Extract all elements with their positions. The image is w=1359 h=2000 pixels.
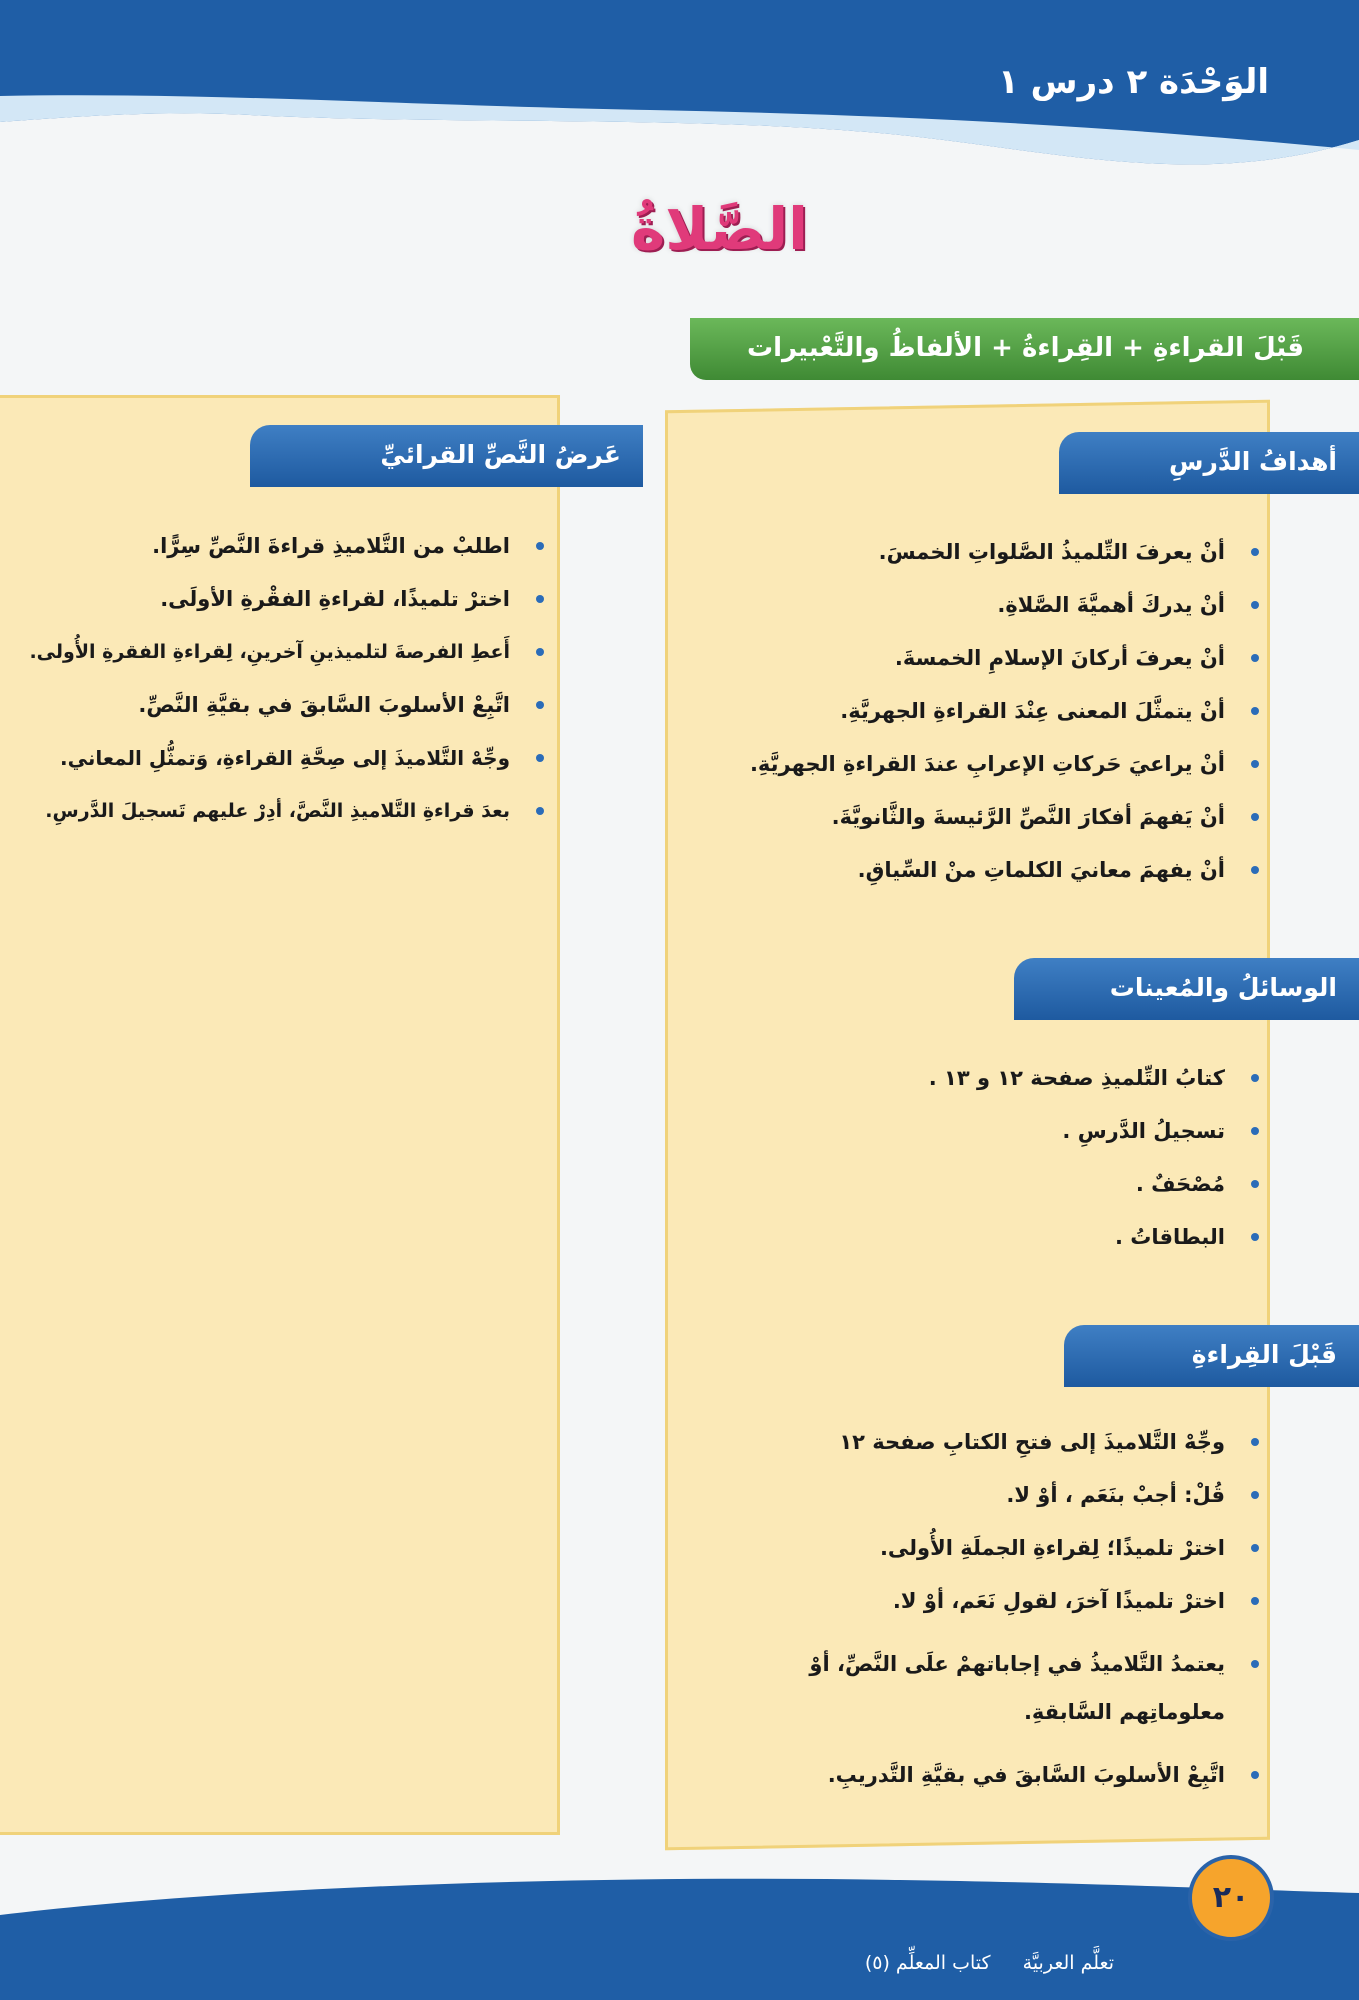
list-item: أَعطِ الفرصةَ لتلميذينِ آخرينِ، لِقراءةِ الفقرةِ الأُولى. <box>4 638 544 666</box>
bullet-icon <box>1251 707 1259 715</box>
bullet-icon <box>1251 1233 1259 1241</box>
aids-list <box>699 1064 1259 1276</box>
list-item: أنْ يَفهمَ أفكارَ النَّصِّ الرَّئيسةَ والثَّانويَّةَ. <box>699 803 1259 831</box>
bullet-icon <box>1251 654 1259 662</box>
bullet-icon <box>1251 1597 1259 1605</box>
objectives-heading: أهدافُ الدَّرسِ <box>1059 432 1359 494</box>
before-reading-list <box>699 1428 1259 1814</box>
lesson-title: الصَّلاةُ <box>630 195 809 263</box>
bullet-icon <box>536 542 544 550</box>
list-item: اخترْ تلميذًا؛ لِقراءةِ الجملَةِ الأُولى. <box>699 1534 1259 1562</box>
list-item: اطلبْ من التَّلاميذِ قراءةَ النَّصِّ سِرًّا. <box>4 532 544 560</box>
bullet-icon <box>536 754 544 762</box>
bullet-icon <box>1251 548 1259 556</box>
list-item: اخترْ تلميذًا آخرَ، لقولِ نَعَم، أوْ لا. <box>699 1587 1259 1615</box>
bullet-icon <box>1251 1544 1259 1552</box>
book-part: كتاب المعلِّم (٥) <box>864 1952 991 1974</box>
list-item: قُلْ: أجبْ بنَعَم ، أوْ لا. <box>699 1481 1259 1509</box>
bullet-icon <box>536 648 544 656</box>
book-name: تعلَّم العربيَّة <box>1022 1952 1114 1974</box>
page-number: ٢٠ <box>1188 1855 1274 1941</box>
bullet-icon <box>536 701 544 709</box>
list-item: وجِّهْ التَّلاميذَ إلى فتحِ الكتابِ صفحة ١٢ <box>699 1428 1259 1456</box>
footer-band <box>0 1845 1359 2000</box>
unit-lesson-label: الوَحْدَة ٢ درس ١ <box>998 62 1269 102</box>
list-item: أنْ يدركَ أهميَّةَ الصَّلاةِ. <box>699 591 1259 619</box>
list-item: بعدَ قراءةِ التَّلاميذِ النَّصَّ، أدِرْ عليهم تَسجيلَ الدَّرسِ. <box>4 797 544 825</box>
bullet-icon <box>1251 1438 1259 1446</box>
bullet-icon <box>1251 1074 1259 1082</box>
text-presentation-heading: عَرضُ النَّصِّ القرائيِّ <box>250 425 643 487</box>
list-item: اخترْ تلميذًا، لقراءةِ الفقْرةِ الأولَى. <box>4 585 544 613</box>
bullet-icon <box>1251 1180 1259 1188</box>
footer-book-info <box>839 1952 1114 1974</box>
bullet-icon <box>1251 1127 1259 1135</box>
bullet-icon <box>1251 1491 1259 1499</box>
list-item: تسجيلُ الدَّرسِ . <box>699 1117 1259 1145</box>
list-item: أنْ يفهمَ معانيَ الكلماتِ منْ السِّياقِ. <box>699 856 1259 884</box>
bullet-icon <box>1251 813 1259 821</box>
objectives-list <box>699 538 1259 909</box>
list-item: مُصْحَفٌ . <box>699 1170 1259 1198</box>
bullet-icon <box>1251 866 1259 874</box>
list-item: اتَّبِعْ الأسلوبَ السَّابقَ في بقيَّةِ النَّصِّ. <box>4 691 544 719</box>
lesson-stage-banner: قَبْلَ القراءةِ + القِراءةُ + الألفاظُ والتَّعْبيرات <box>690 318 1359 380</box>
list-item: أنْ يتمثَّلَ المعنى عِنْدَ القراءةِ الجهريَّةِ. <box>699 697 1259 725</box>
list-item: أنْ يعرفَ التِّلميذُ الصَّلواتِ الخمسَ. <box>699 538 1259 566</box>
list-item: يعتمدُ التَّلاميذُ في إجاباتهمْ علَى النَّصِّ، أوْ معلوماتِهم السَّابقةِ. <box>699 1640 1259 1736</box>
list-item: أنْ يراعيَ حَركاتِ الإعرابِ عندَ القراءةِ الجهريَّةِ. <box>699 750 1259 778</box>
bullet-icon <box>1251 760 1259 768</box>
bullet-icon <box>1251 601 1259 609</box>
text-presentation-list <box>4 532 544 850</box>
list-item: اتَّبِعْ الأسلوبَ السَّابقَ في بقيَّةِ التَّدريبِ. <box>699 1761 1259 1789</box>
aids-heading: الوسائلُ والمُعينات <box>1014 958 1359 1020</box>
list-item: كتابُ التِّلميذِ صفحة ١٢ و ١٣ . <box>699 1064 1259 1092</box>
bullet-icon <box>536 807 544 815</box>
list-item: وجِّهْ التَّلاميذَ إلى صِحَّةِ القراءةِ، وَتمثُّلِ المعاني. <box>4 744 544 772</box>
bullet-icon <box>1251 1660 1259 1668</box>
list-item: البطاقاتُ . <box>699 1223 1259 1251</box>
before-reading-heading: قَبْلَ القِراءةِ <box>1064 1325 1359 1387</box>
bullet-icon <box>536 595 544 603</box>
list-item: أنْ يعرفَ أركانَ الإسلامِ الخمسةَ. <box>699 644 1259 672</box>
bullet-icon <box>1251 1771 1259 1779</box>
